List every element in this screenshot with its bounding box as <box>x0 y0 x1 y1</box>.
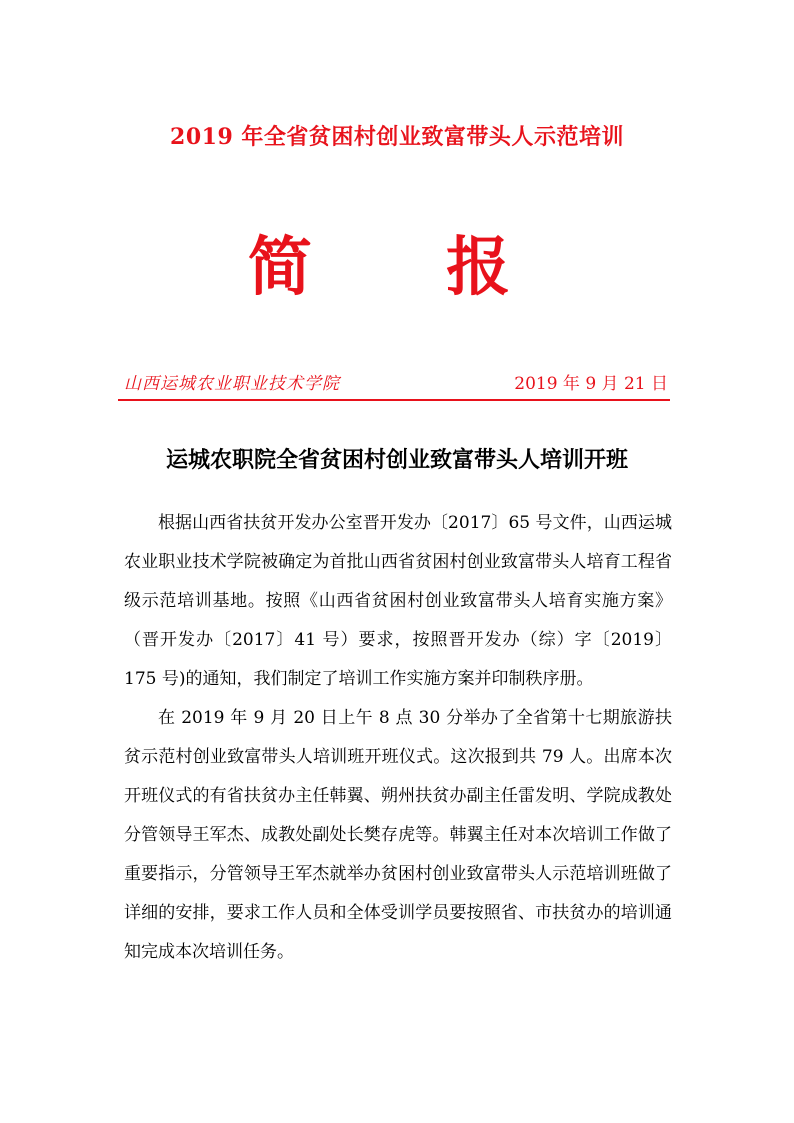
article-paragraph: 在 2019 年 9 月 20 日上午 8 点 30 分举办了全省第十七期旅游扶贫示范村创业致富带头人培训班开班仪式。这次报到共 79 人。出席本次开班仪式的有省扶贫办主任韩翼、朔州扶贫办副主任雷发明、学院成教处分管领导王军杰、成教处副处长樊存虎等。韩翼主任对本次培训工作做了重要指示，分管领导王军杰就举办贫困村创业致富带头人示范培训班做了详细的安排，要求工作人员和全体受训学员要按照省、市扶贫办的培训通知完成本次培训任务。 <box>124 708 672 962</box>
publication-meta-row <box>124 372 668 400</box>
article-title: 运城农职院全省贫困村创业致富带头人培训开班 <box>165 448 628 473</box>
newsletter-header-title: 2019 年全省贫困村创业致富带头人示范培训 <box>170 124 624 150</box>
publication-date: 2019 年 9 月 21 日 <box>514 374 668 394</box>
publisher-organization: 山西运城农业职业技术学院 <box>124 374 340 394</box>
article-body <box>124 504 672 972</box>
red-divider-rule <box>118 399 670 401</box>
newsletter-brief-title: 简 报 <box>247 231 547 305</box>
article-paragraph: 根据山西省扶贫开发办公室晋开发办〔2017〕65 号文件，山西运城农业职业技术学院被确定为首批山西省贫困村创业致富带头人培育工程省级示范培训基地。按照《山西省贫困村创业致富带头人培育实施方案》（晋开发办〔2017〕41 号）要求，按照晋开发办（综）字〔2019〕175 号)的通知，我们制定了培训工作实施方案并印制秩序册。 <box>124 513 672 689</box>
